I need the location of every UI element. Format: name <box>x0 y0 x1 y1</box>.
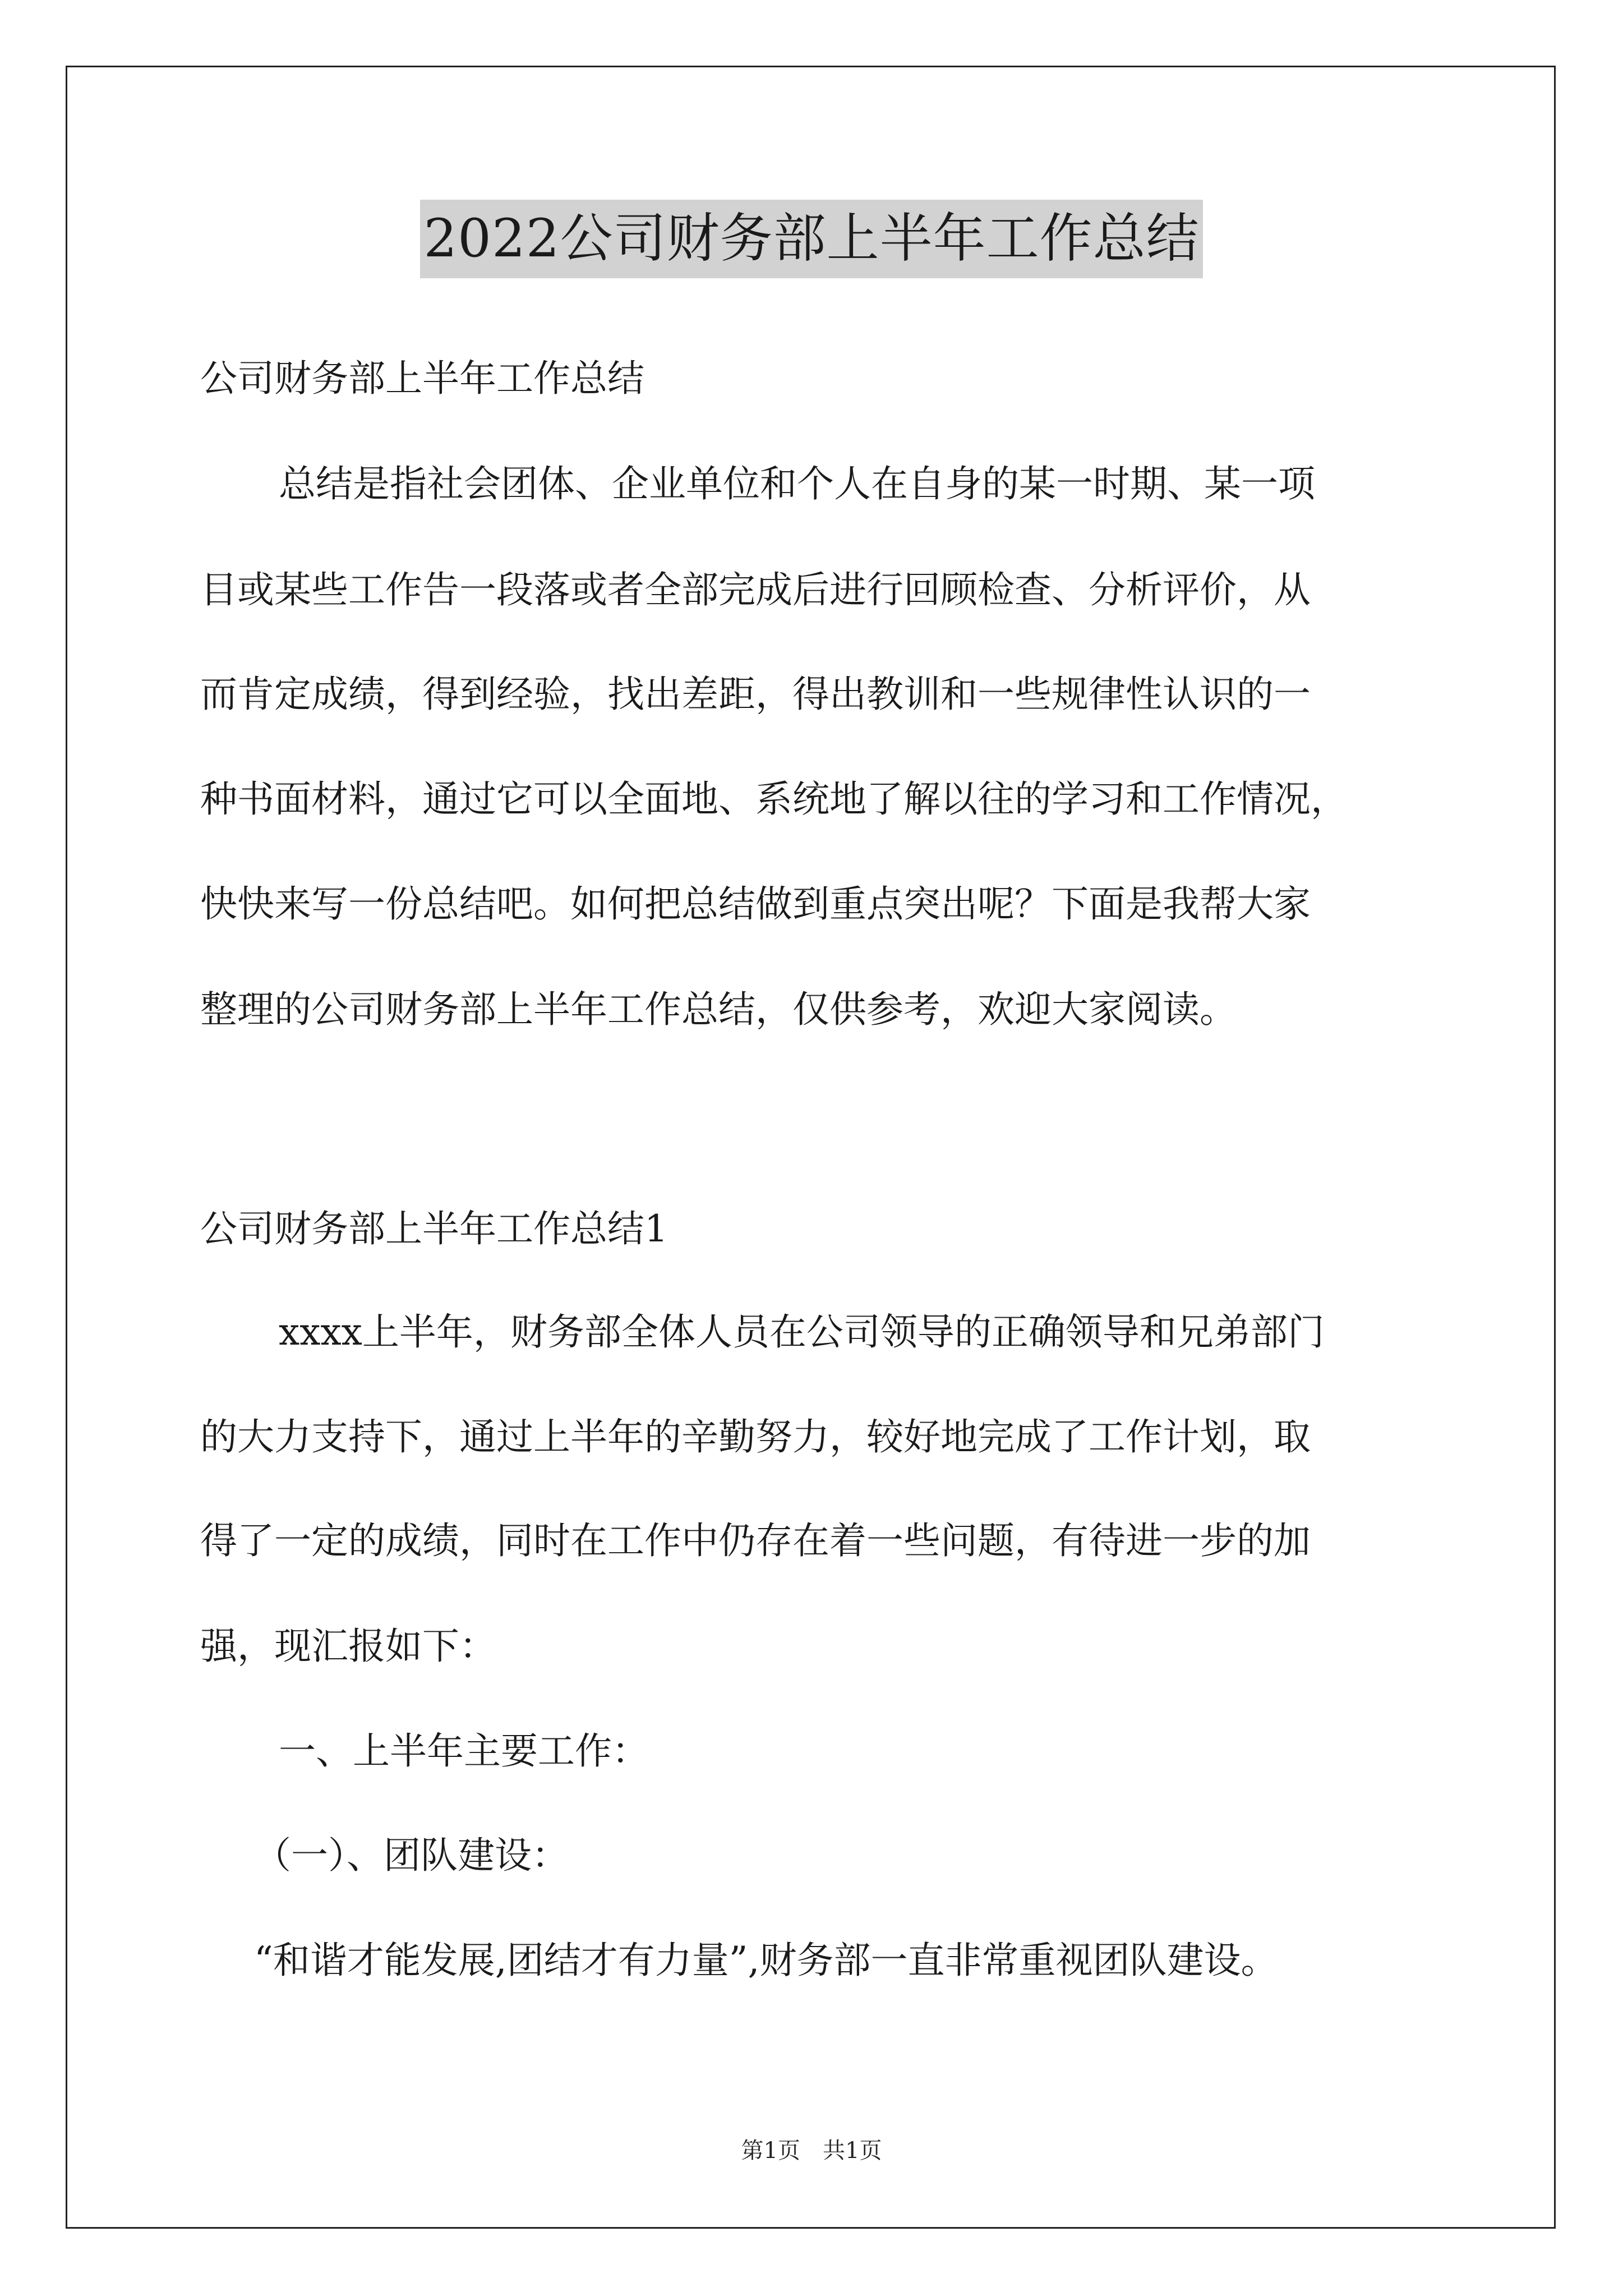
section-line: 得了一定的成绩，同时在工作中仍存在着一些问题，有待进一步的加 <box>200 1519 1311 1562</box>
item-heading: 一、上半年主要工作： <box>279 1729 649 1773</box>
intro-line: 而肯定成绩，得到经验，找出差距，得出教训和一些规律性认识的一 <box>200 673 1311 716</box>
section-line: xxxx上半年，财务部全体人员在公司领导的正确领导和兄弟部门 <box>279 1310 1325 1354</box>
intro-line: 种书面材料，通过它可以全面地、系统地了解以往的学习和工作情况， <box>200 777 1348 821</box>
section-line: 强，现汇报如下： <box>200 1625 496 1668</box>
page-footer: 第1页 共1页 <box>741 2138 882 2164</box>
body-line: “和谐才能发展,团结才有力量”,财务部一直非常重视团队建设。 <box>254 1939 1278 1982</box>
section-heading: 公司财务部上半年工作总结1 <box>200 1207 668 1250</box>
document-subtitle: 公司财务部上半年工作总结 <box>200 357 644 400</box>
section-line: 的大力支持下，通过上半年的辛勤努力，较好地完成了工作计划，取 <box>200 1415 1311 1458</box>
intro-line: 快快来写一份总结吧。如何把总结做到重点突出呢？下面是我帮大家 <box>200 882 1311 926</box>
subitem-heading: （一）、团队建设： <box>254 1834 569 1877</box>
intro-line: 总结是指社会团体、企业单位和个人在自身的某一时期、某一项 <box>279 462 1315 505</box>
intro-line: 目或某些工作告一段落或者全部完成后进行回顾检查、分析评价，从 <box>200 568 1311 611</box>
intro-line: 整理的公司财务部上半年工作总结，仅供参考，欢迎大家阅读。 <box>200 988 1237 1031</box>
title-container <box>0 200 1623 278</box>
document-title: 2022公司财务部上半年工作总结 <box>420 200 1202 278</box>
